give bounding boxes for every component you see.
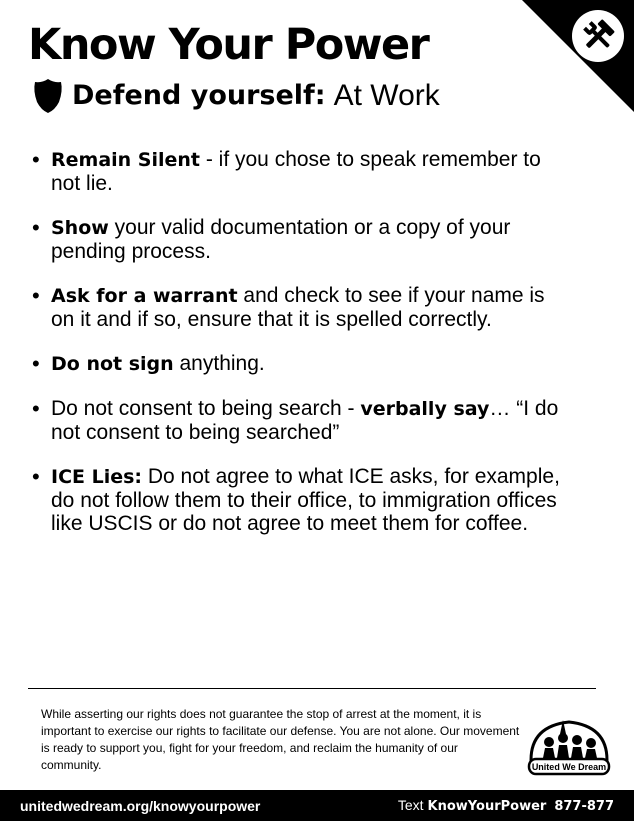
list-item: • Do not sign anything. [32, 352, 572, 376]
svg-text:United We Dream: United We Dream [531, 762, 607, 772]
page-subtitle [32, 76, 440, 116]
page-title: Know Your Power [28, 20, 429, 70]
subtitle-rest: At Work [333, 79, 440, 112]
list-item: • Show your valid documentation or a copy of your pending process. [32, 216, 572, 263]
subtitle-bold: Defend yourself: [72, 80, 326, 111]
text-cta: Text KnowYourPower 877-877 [397, 797, 614, 814]
footer-bar [0, 790, 634, 821]
divider [28, 688, 596, 689]
police-badge-icon [32, 78, 64, 114]
disclaimer-note: While asserting our rights does not guarantee the stop of arrest at the moment, it is important to exercise our rights to facilitate our defense. You are not alone. Our movement is ready to support you, fight for your freedom, and reclaim the humanity of our community. [41, 707, 520, 772]
tools-icon [572, 10, 624, 62]
rights-list [32, 148, 572, 556]
list-item: • ICE Lies: Do not agree to what ICE asks, for example, do not follow them to their office, to immigration offices like USCIS or do not agree to meet them for coffee. [32, 465, 572, 535]
list-item: • Ask for a warrant and check to see if your name is on it and if so, ensure that it is spelled correctly. [32, 284, 572, 331]
footer-url[interactable]: unitedwedream.org/knowyourpower [20, 797, 261, 814]
united-we-dream-logo [527, 712, 611, 776]
list-item: • Do not consent to being search - verbally say… “I do not consent to being searched” [32, 397, 572, 444]
list-item: • Remain Silent - if you chose to speak remember to not lie. [32, 148, 572, 195]
corner-banner [522, 0, 634, 112]
